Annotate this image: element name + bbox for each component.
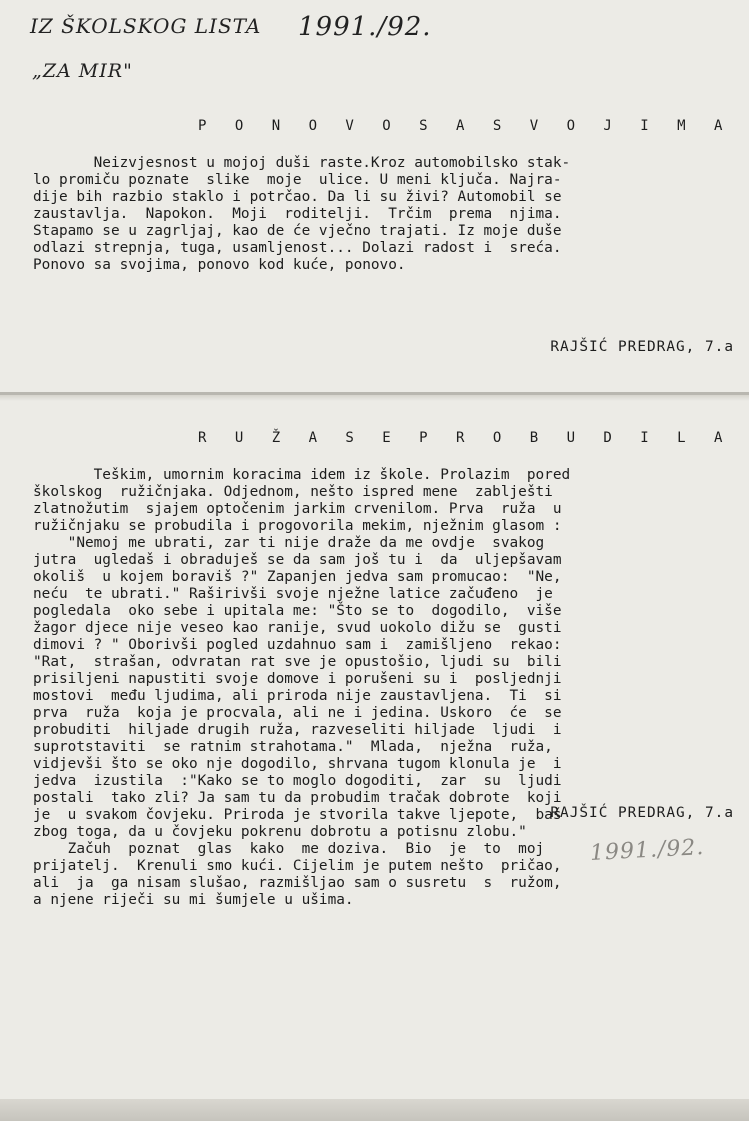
handwritten-source-note: IZ ŠKOLSKOG LISTA — [30, 14, 262, 38]
text-line: vidjevši što se oko nje dogodilo, shrvana tugom klonula je i — [33, 756, 562, 772]
text-line: prisiljeni napustiti svoje domove i porušeni su i posljednji — [33, 671, 562, 687]
text-line: mostovi među ljudima, ali priroda nije zaustavljena. Ti si — [33, 688, 562, 704]
text-line: postali tako zli? Ja sam tu da probudim tračak dobrote koji — [33, 790, 562, 806]
story2-title: R U Ž A S E P R O B U D I L A — [198, 430, 733, 446]
text-line: a njene riječi su mi šumjele u ušima. — [33, 892, 354, 908]
text-line: Začuh poznat glas kako me doziva. Bio je to moj — [33, 841, 545, 857]
text-line: dije bih razbio staklo i potrčao. Da li su živi? Automobil se — [33, 189, 562, 205]
story2-author: RAJŠIĆ PREDRAG, 7.a — [550, 805, 734, 821]
text-line: jutra ugledaš i obraduješ se da sam još tu i da uljepšavam — [33, 552, 562, 568]
text-line: lo promiču poznate slike moje ulice. U meni ključa. Najra- — [33, 172, 562, 188]
handwritten-magazine-name: „ZA MIR" — [32, 60, 133, 82]
text-line: zaustavlja. Napokon. Moji roditelji. Trčim prema njima. — [33, 206, 562, 222]
text-line: odlazi strepnja, tuga, usamljenost... Dolazi radost i sreća. — [33, 240, 562, 256]
text-line: "Rat, strašan, odvratan rat sve je opustošio, ljudi su bili — [33, 654, 562, 670]
text-line: suprotstaviti se ratnim strahotama." Mlada, nježna ruža, — [33, 739, 553, 755]
text-line: dimovi ? " Oborivši pogled uzdahnuo sam i zamišljeno rekao: — [33, 637, 562, 653]
page-bottom-edge — [0, 1099, 749, 1121]
text-line: Stapamo se u zagrljaj, kao de će vječno trajati. Iz moje duše — [33, 223, 562, 239]
text-line: "Nemoj me ubrati, zar ti nije draže da me ovdje svakog — [33, 535, 545, 551]
text-line: je u svakom čovjeku. Priroda je stvorila takve ljepote, baš — [33, 807, 562, 823]
text-line: žagor djece nije veseo kao ranije, svud uokolo dižu se gusti — [33, 620, 562, 636]
text-line: jedva izustila :"Kako se to moglo dogoditi, zar su ljudi — [33, 773, 562, 789]
text-line: prijatelj. Krenuli smo kući. Cijelim je putem nešto pričao, — [33, 858, 562, 874]
handwritten-year: 1991./92. — [298, 12, 432, 42]
text-line: ali ja ga nisam slušao, razmišljao sam o susretu s ružom, — [33, 875, 562, 891]
story1-author: RAJŠIĆ PREDRAG, 7.a — [550, 339, 734, 355]
text-line: okoliš u kojem boraviš ?" Zapanjen jedva sam promucao: "Ne, — [33, 569, 562, 585]
story1-body — [33, 155, 745, 274]
text-line: Teškim, umornim koracima idem iz škole. Prolazim pored — [33, 467, 571, 483]
text-line: Ponovo sa svojima, ponovo kod kuće, ponovo. — [33, 257, 406, 273]
text-line: zlatnožutim sjajem optočenim jarkim crvenilom. Prva ruža u — [33, 501, 562, 517]
text-line: neću te ubrati." Raširivši svoje nježne latice začuđeno je — [33, 586, 553, 602]
page-fold-shadow — [0, 395, 749, 401]
story1-title: P O N O V O S A S V O J I M A — [198, 118, 733, 134]
text-line: Neizvjesnost u mojoj duši raste.Kroz automobilsko stak- — [33, 155, 571, 171]
text-line: pogledala oko sebe i upitala me: "Što se to dogodilo, više — [33, 603, 562, 619]
text-line: školskog ružičnjaka. Odjednom, nešto ispred mene zablješti — [33, 484, 553, 500]
text-line: probuditi hiljade drugih ruža, razveseliti hiljade ljudi i — [33, 722, 562, 738]
handwritten-year-bottom: 1991./92. — [589, 835, 705, 866]
text-line: zbog toga, da u čovjeku pokrenu dobrotu a potisnu zlobu." — [33, 824, 527, 840]
text-line: ružičnjaku se probudila i progovorila mekim, nježnim glasom : — [33, 518, 562, 534]
text-line: prva ruža koja je procvala, ali ne i jedina. Uskoro će se — [33, 705, 562, 721]
